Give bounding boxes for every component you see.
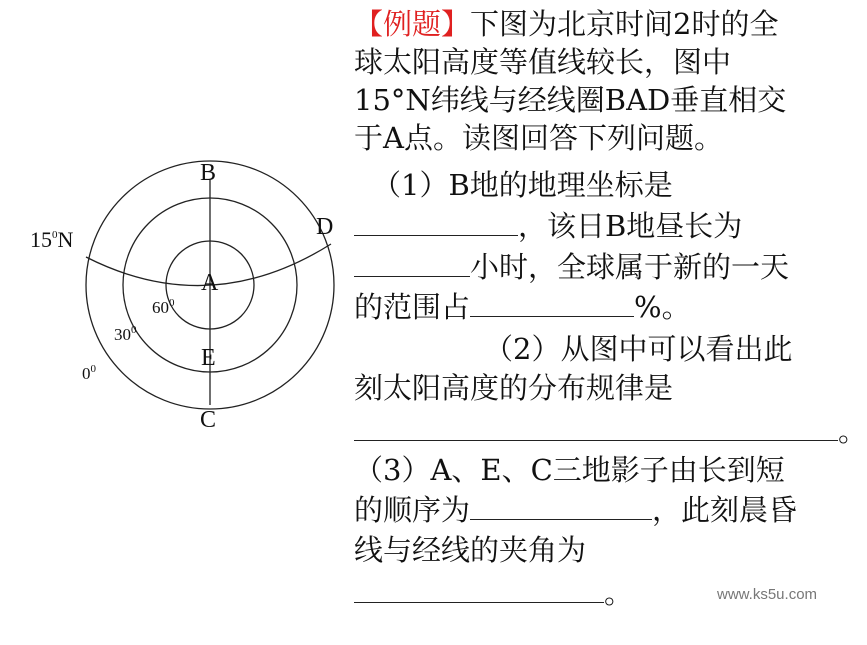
- intro-line-2: 球太阳高度等值线较长，图中: [354, 45, 732, 79]
- question-1-line-2: [354, 208, 742, 244]
- question-2-line-3: [354, 413, 867, 449]
- question-3-line-4: [354, 575, 633, 611]
- question-1-line-1: （1）B地的地理坐标是: [372, 168, 673, 202]
- answer-blank-shadow-order[interactable]: [470, 493, 652, 520]
- q1-text-daylength: ，该日B地昼长为: [518, 209, 743, 243]
- q3-text-terminator: ，此刻晨昏: [652, 493, 798, 527]
- example-tag: 【例题】: [354, 7, 471, 41]
- answer-blank-coordinates[interactable]: [354, 209, 518, 236]
- label-60deg: $60^0$: [152, 297, 175, 317]
- watermark: www.ks5u.com: [717, 586, 818, 603]
- answer-blank-distribution[interactable]: [354, 414, 838, 441]
- q3-period: 。: [604, 576, 634, 610]
- intro-line-1: [354, 6, 778, 42]
- answer-blank-newday-range[interactable]: [470, 290, 634, 317]
- intro-line-3: 15°N纬线与经线圈BAD垂直相交: [354, 83, 787, 117]
- label-15n: $15^0N$: [30, 227, 74, 252]
- answer-blank-daylength[interactable]: [354, 250, 470, 277]
- label-E: E: [201, 345, 216, 371]
- question-3-line-2: [354, 492, 797, 528]
- label-D: D: [316, 214, 334, 240]
- label-C: C: [200, 407, 217, 433]
- label-0deg: $0^0$: [82, 363, 96, 383]
- question-1-line-3: [354, 249, 789, 285]
- question-1-line-4: [354, 289, 691, 325]
- label-A: A: [201, 270, 219, 296]
- question-2-line-2: 刻太阳高度的分布规律是: [354, 371, 674, 405]
- answer-blank-angle[interactable]: [354, 576, 604, 603]
- question-3-line-3: 线与经线的夹角为: [354, 533, 587, 567]
- q3-text-order: 的顺序为: [354, 493, 471, 527]
- q2-period: 。: [838, 414, 867, 448]
- sun-altitude-diagram: [20, 150, 350, 440]
- intro-text-1: 下图为北京时间2时的全: [470, 7, 779, 41]
- q1-text-range: 的范围占: [354, 290, 471, 324]
- q1-text-newday: 小时，全球属于新的一天: [470, 250, 790, 284]
- question-2-line-1: （2）从图中可以看出此: [484, 332, 793, 366]
- label-30deg: $30^0$: [114, 324, 137, 344]
- question-3-line-1: （3）A、E、C三地影子由长到短: [354, 453, 785, 487]
- intro-line-4: 于A点。读图回答下列问题。: [354, 121, 723, 155]
- q1-text-percent: %。: [634, 290, 691, 324]
- label-B: B: [200, 160, 217, 186]
